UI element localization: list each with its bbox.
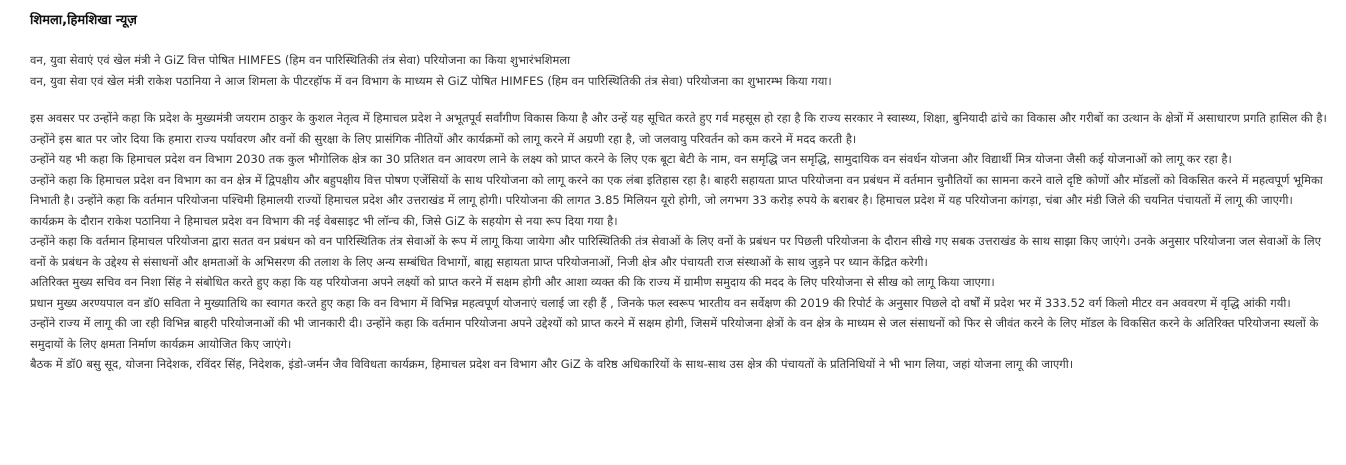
body-paragraph-3: उन्होंने कहा कि हिमाचल प्रदेश वन विभाग का वन क्षेत्र में द्विपक्षीय और बहुपक्षीय वित्त पोषण एजेंसियों के साथ परियोजना को लागू करने का एक लंबा इतिहास रहा है। बाहरी सहायता प्राप्त परियोजना वन प्रबंधन में वर्तमान चुनौतियों का सामना करने वाले दृष्टि कोणों और मॉडलों को विकसित करने में महत्वपूर्ण भूमिका निभाती है। उन्होंने कहा कि वर्तमान परियोजना पश्चिमी हिमालयी राज्यों हिमाचल प्रदेश और उत्तराखंड में लागू होगी। परियोजना की लागत 3.85 मिलियन यूरो होगी, जो लगभग 33 करोड़ रुपये के बराबर है। हिमाचल प्रदेश में यह परियोजना कांगड़ा, चंबा और मंडी जिले की चयनित पंचायतों में लागू की जाएगी। (30, 172, 1323, 207)
intro-summary-line: वन, युवा सेवा एवं खेल मंत्री राकेश पठानिया ने आज शिमला के पीटरहॉफ में वन विभाग के माध्यम से GiZ पोषित HIMFES (हिम वन पारिस्थितिकी तंत्र सेवा) परियोजना का शुभारम्भ किया गया। (30, 73, 832, 88)
body-paragraph-2: उन्होंने यह भी कहा कि हिमाचल प्रदेश वन विभाग 2030 तक कुल भौगोलिक क्षेत्र का 30 प्रतिशत वन आवरण लाने के लक्ष्य को प्राप्त करने के लिए एक बूटा बेटी के नाम, वन समृद्धि जन समृद्धि, सामुदायिक वन संवर्धन योजना और विद्यार्थी मित्र योजना जैसी कई योजनाओं को लागू कर रहा है। (30, 152, 1232, 166)
article-headline: शिमला,हिमशिखा न्यूज़ (30, 13, 137, 28)
news-article (30, 10, 1330, 375)
paragraph-spacer (30, 91, 1330, 108)
body-paragraph-8: उन्होंने राज्य में लागू की जा रही विभिन्न बाहरी परियोजनाओं की भी जानकारी दी। उन्होंने कहा कि वर्तमान परियोजना अपने उद्देश्यों को प्राप्त करने में सक्षम होगी, जिसमें परियोजना क्षेत्रों के वन क्षेत्र के माध्यम से जल संसाधनों को फिर से जीवंत करने के लिए मॉडल के विकसित करने के अतिरिक्त परियोजना स्थलों के समुदायों के लिए क्षमता निर्माण कार्यक्रम आयोजित किए जाएंगे। (30, 316, 1319, 351)
body-paragraph-6: अतिरिक्त मुख्य सचिव वन निशा सिंह ने संबोधित करते हुए कहा कि यह परियोजना अपने लक्ष्यों को प्राप्त करने में सक्षम होगी और आशा व्यक्त की कि राज्य में ग्रामीण समुदाय की मदद के लिए परियोजना से सीख को लागू किया जाएगा। (30, 275, 995, 289)
body-paragraph-4: कार्यक्रम के दौरान राकेश पठानिया ने हिमाचल प्रदेश वन विभाग की नई वेबसाइट भी लॉन्च की, जिसे GiZ के सहयोग से नया रूप दिया गया है। (30, 213, 618, 228)
intro-title-line: वन, युवा सेवाएं एवं खेल मंत्री ने GiZ वित्त पोषित HIMFES (हिम वन पारिस्थितिकी तंत्र सेवा) परियोजना का किया शुभारंभशिमला (30, 53, 571, 67)
body-paragraph-9: बैठक में डॉ0 बसु सूद, योजना निदेशक, रविंदर सिंह, निदेशक, इंडो-जर्मन जैव विविधता कार्यक्रम, हिमाचल प्रदेश वन विभाग और GiZ के वरिष्ठ अधिकारियों के साथ-साथ उस क्षेत्र की पंचायतों के प्रतिनिधियों ने भी भाग लिया, जहां योजना लागू की जाएगी। (30, 357, 1074, 371)
body-paragraph-1: इस अवसर पर उन्होंने कहा कि प्रदेश के मुख्यमंत्री जयराम ठाकुर के कुशल नेतृत्व में हिमाचल प्रदेश ने अभूतपूर्व सर्वांगीण विकास किया है और उन्हें यह सूचित करते हुए गर्व महसूस हो रहा है कि राज्य सरकार ने स्वास्थ्य, शिक्षा, बुनियादी ढांचे का विकास और गरीबों का उत्थान के क्षेत्रों में असाधारण प्रगति हासिल की है। उन्होंने इस बात पर जोर दिया कि हमारा राज्य पर्यावरण और वनों की सुरक्षा के लिए प्रासंगिक नीतियों और कार्यक्रमों को लागू करने में अग्रणी रहा है, जो जलवायु परिवर्तन को कम करने में मदद करती है। (30, 111, 1327, 146)
body-paragraph-5: उन्होंने कहा कि वर्तमान हिमाचल परियोजना द्वारा सतत वन प्रबंधन को वन पारिस्थितिक तंत्र सेवाओं के रूप में लागू किया जायेगा और पारिस्थितिकी तंत्र सेवाओं के लिए वनों के प्रबंधन पर पिछली परियोजना के दौरान सीखे गए सबक उत्तराखंड के साथ साझा किए जाएंगे। उनके अनुसार परियोजना जल सेवाओं के लिए वनों के प्रबंधन के उद्देश्य से संसाधनों और क्षमताओं के अभिसरण की तलाश के लिए अन्य सम्बंधित विभागों, बाह्य सहायता प्राप्त परियोजनाओं, निजी क्षेत्र और पंचायती राज संस्थाओं के साथ जुड़ने पर ध्यान केंद्रित करेगी। (30, 234, 1322, 269)
body-paragraph-7: प्रधान मुख्य अरण्यपाल वन डॉ0 सविता ने मुख्यातिथि का स्वागत करते हुए कहा कि वन विभाग में विभिन्न महत्वपूर्ण योजनाएं चलाई जा रही हैं , जिनके फल स्वरूप भारतीय वन सर्वेक्षण की 2019 की रिपोर्ट के अनुसार पिछले दो वर्षों में प्रदेश भर में 333.52 वर्ग किलो मीटर वन अववरण में वृद्धि आंकी गयी। (30, 295, 1291, 310)
